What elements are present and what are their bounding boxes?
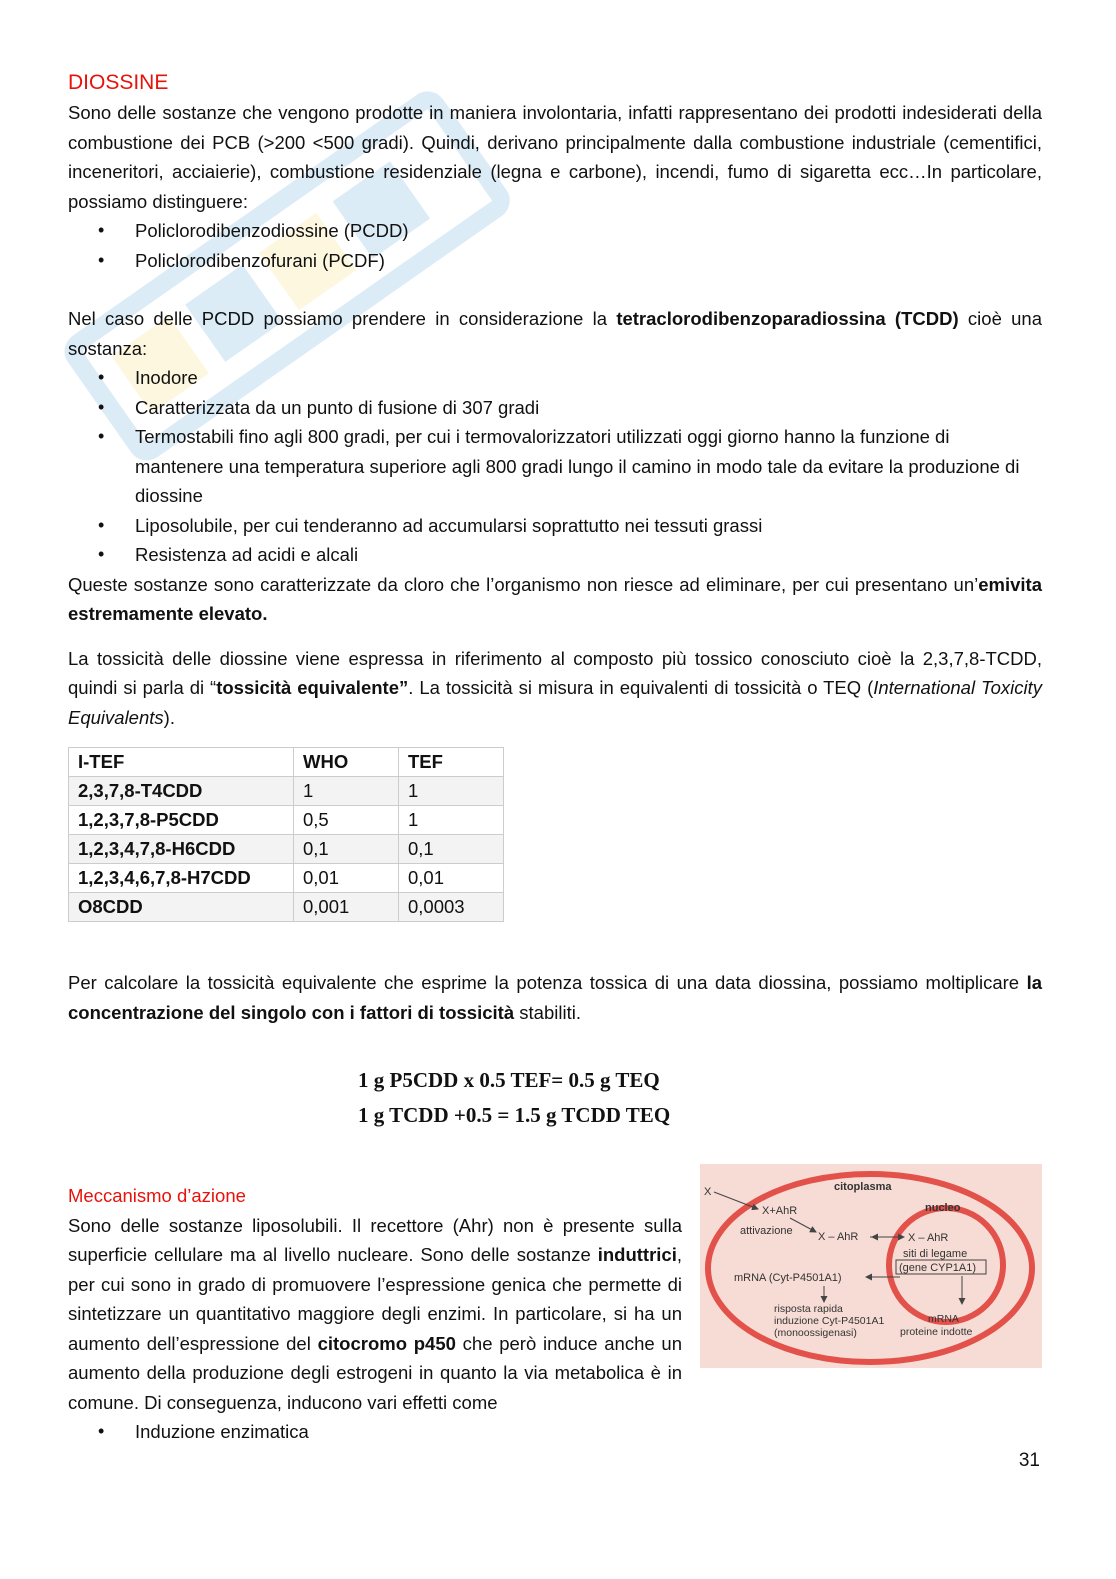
table-row (69, 806, 504, 835)
label-citoplasma: citoplasma (834, 1181, 892, 1193)
table-row (69, 864, 504, 893)
dioxin-classes-list (68, 216, 1042, 275)
label-gene: (gene CYP1A1) (899, 1262, 977, 1274)
teq-paragraph: La tossicità delle diossine viene espressa in riferimento al composto più tossico conosciuto cioè la 2,3,7,8-TCDD, quindi si parla di “tossicità equivalente”. La tossicità si misura in equivalenti di tossicità o TEQ (International Toxicity Equivalents). (68, 647, 1042, 728)
list-item: • Termostabili fino agli 800 gradi, per cui i termovalorizzatori utilizzati oggi giorno hanno la funzione di mantenere una temperatura superiore agli 800 gradi lungo il camino in modo tale da evitare la produzione di diossine (68, 422, 1042, 511)
label-induzione: induzione Cyt-P4501A1 (774, 1315, 885, 1327)
chlorine-paragraph: Queste sostanze sono caratterizzate da cloro che l’organismo non riesce ad eliminare, per cui presentano un’emivita estremamente elevato. (68, 573, 1042, 624)
table-row (69, 893, 504, 922)
label-mrna-cyt: mRNA (Cyt-P4501A1) (734, 1272, 842, 1284)
table-cell: 2,3,7,8-T4CDD (69, 777, 294, 806)
table-header: TEF (399, 748, 504, 777)
tef-table (68, 747, 504, 922)
table-cell: 1,2,3,4,7,8-H6CDD (69, 835, 294, 864)
table-cell: 1,2,3,7,8-P5CDD (69, 806, 294, 835)
tcdd-properties-list (68, 363, 1042, 570)
table-row (69, 777, 504, 806)
calc-paragraph: Per calcolare la tossicità equivalente che esprime la potenza tossica di una data diossina, possiamo moltiplicare la concentrazione del singolo con i fattori di tossicità stabiliti. (68, 972, 1042, 1023)
list-item: • Induzione enzimatica (68, 1417, 1042, 1447)
table-row (69, 835, 504, 864)
mechanism-paragraph: Sono delle sostanze liposolubili. Il recettore (Ahr) non è presente sulla superficie cellulare ma al livello nucleare. Sono delle sostanze induttrici, per cui sono in grado di promuovere l’espressione genica che permette di sintetizzare un quantitativo maggiore degli enzimi. In particolare, si ha un aumento dell’espressione del citocromo p450 che però induce anche un aumento della produzione degli estrogeni in quanto la via metabolica è in comune. Di conseguenza, inducono vari effetti come (68, 1214, 682, 1413)
label-x-ahr: X – AhR (818, 1231, 859, 1243)
section-heading: Meccanismo d’azione (68, 1185, 246, 1206)
table-cell: 1 (294, 777, 399, 806)
list-item: • Caratterizzata da un punto di fusione di 307 gradi (68, 393, 1042, 423)
label-nucleo: nucleo (925, 1202, 961, 1214)
intro-paragraph: Sono delle sostanze che vengono prodotte in maniera involontaria, infatti rappresentano dei prodotti indesiderati della combustione dei PCB (>200 <500 gradi). Quindi, derivano principalmente dalla combustione industriale (cementifici, inceneritori, acciaierie), combustione residenziale (legna e carbone), incendi, fumo di sigaretta ecc…In particolare, possiamo distinguere: (68, 102, 1042, 212)
table-cell: 0,1 (294, 835, 399, 864)
formula-line: 1 g TCDD +0.5 = 1.5 g TCDD TEQ (358, 1103, 671, 1127)
table-header: WHO (294, 748, 399, 777)
table-cell: 0,001 (294, 893, 399, 922)
effects-list (68, 1417, 1042, 1447)
table-cell: 0,0003 (399, 893, 504, 922)
table-cell: 1 (399, 777, 504, 806)
page-title: DIOSSINE (68, 71, 169, 94)
label-proteine: proteine indotte (900, 1326, 973, 1338)
table-cell: 0,5 (294, 806, 399, 835)
table-cell: 0,01 (294, 864, 399, 893)
table-header-row (69, 748, 504, 777)
label-x: X (704, 1186, 712, 1198)
list-item: • Liposolubile, per cui tenderanno ad accumularsi soprattutto nei tessuti grassi (68, 511, 1042, 541)
table-cell: 1 (399, 806, 504, 835)
label-x-ahr-plus: X+AhR (762, 1205, 798, 1217)
label-siti: siti di legame (903, 1248, 968, 1260)
label-x-ahr-nucleus: X – AhR (908, 1232, 949, 1244)
page-number: 31 (1018, 1450, 1040, 1471)
list-item: • Inodore (68, 363, 1042, 393)
list-item: • Policlorodibenzodiossine (PCDD) (68, 216, 1042, 246)
table-cell: O8CDD (69, 893, 294, 922)
table-cell: 0,01 (399, 864, 504, 893)
table-cell: 0,1 (399, 835, 504, 864)
ahr-mechanism-diagram (700, 1164, 1042, 1368)
label-monoossigenasi: (monoossigenasi) (774, 1327, 857, 1339)
list-item: • Policlorodibenzofurani (PCDF) (68, 246, 1042, 276)
label-attivazione: attivazione (740, 1225, 793, 1237)
formula-line: 1 g P5CDD x 0.5 TEF= 0.5 g TEQ (358, 1068, 660, 1092)
tcdd-paragraph: Nel caso delle PCDD possiamo prendere in considerazione la tetraclorodibenzoparadiossina (TCDD) cioè una sostanza: (68, 308, 1042, 359)
label-risposta: risposta rapida (774, 1303, 843, 1315)
label-mrna: mRNA (928, 1313, 959, 1325)
table-header: I-TEF (69, 748, 294, 777)
table-cell: 1,2,3,4,6,7,8-H7CDD (69, 864, 294, 893)
list-item: • Resistenza ad acidi e alcali (68, 540, 1042, 570)
